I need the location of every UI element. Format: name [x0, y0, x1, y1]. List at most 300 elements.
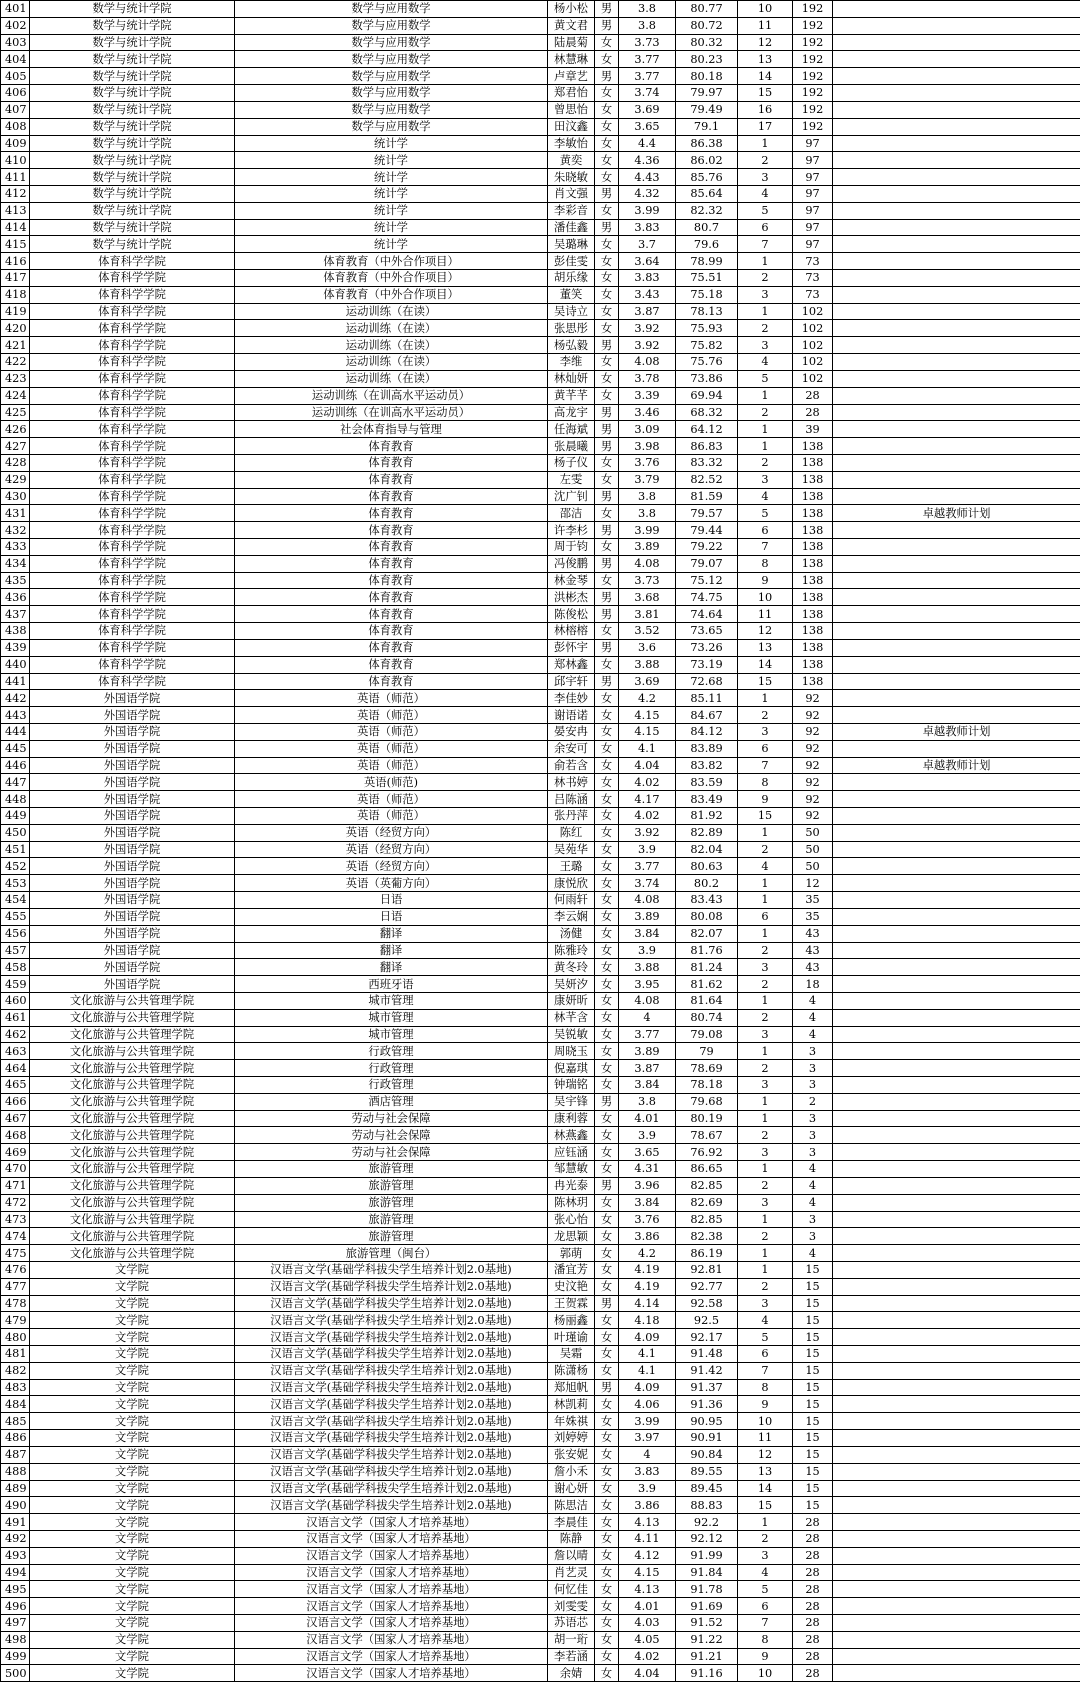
major-total-cell: 2: [793, 1093, 833, 1110]
major-cell: 汉语言文学(基础学科拔尖学生培养计划2.0基地): [235, 1312, 548, 1329]
student-name-cell: 黄文君: [548, 17, 595, 34]
major-total-cell: 192: [793, 101, 833, 118]
college-cell: 体育科学学院: [30, 438, 235, 455]
college-cell: 文学院: [30, 1413, 235, 1430]
score-cell: 86.38: [676, 135, 738, 152]
major-cell: 体育教育: [235, 656, 548, 673]
college-cell: 外国语学院: [30, 707, 235, 724]
gender-cell: 女: [595, 1581, 619, 1598]
remark-cell: 卓越教师计划: [833, 723, 1080, 740]
major-cell: 数学与应用数学: [235, 34, 548, 51]
table-row: [1, 85, 1080, 102]
gender-cell: 女: [595, 808, 619, 825]
college-cell: 体育科学学院: [30, 589, 235, 606]
major-cell: 运动训练（在读）: [235, 354, 548, 371]
major-cell: 社会体育指导与管理: [235, 421, 548, 438]
major-cell: 英语（师范）: [235, 707, 548, 724]
row-number-cell: 430: [1, 488, 30, 505]
rank-cell: 4: [738, 488, 793, 505]
major-cell: 汉语言文学（国家人才培养基地）: [235, 1564, 548, 1581]
major-cell: 旅游管理: [235, 1194, 548, 1211]
score-cell: 80.74: [676, 1009, 738, 1026]
remark-cell: [833, 1514, 1080, 1531]
gpa-cell: 3.69: [619, 101, 676, 118]
table-row: [1, 253, 1080, 270]
student-name-cell: 林凯莉: [548, 1396, 595, 1413]
college-cell: 体育科学学院: [30, 404, 235, 421]
gpa-cell: 3.46: [619, 404, 676, 421]
rank-cell: 4: [738, 1564, 793, 1581]
row-number-cell: 490: [1, 1497, 30, 1514]
score-cell: 88.83: [676, 1497, 738, 1514]
row-number-cell: 500: [1, 1665, 30, 1682]
remark-cell: [833, 471, 1080, 488]
gpa-cell: 4.08: [619, 354, 676, 371]
table-row: [1, 1396, 1080, 1413]
major-cell: 统计学: [235, 135, 548, 152]
score-cell: 91.22: [676, 1631, 738, 1648]
remark-cell: [833, 1413, 1080, 1430]
row-number-cell: 442: [1, 690, 30, 707]
gender-cell: 女: [595, 101, 619, 118]
gender-cell: 女: [595, 1144, 619, 1161]
student-name-cell: 谢语诺: [548, 707, 595, 724]
gender-cell: 女: [595, 740, 619, 757]
gpa-cell: 4.19: [619, 1278, 676, 1295]
college-cell: 数学与统计学院: [30, 118, 235, 135]
row-number-cell: 473: [1, 1211, 30, 1228]
major-cell: 翻译: [235, 942, 548, 959]
major-total-cell: 15: [793, 1430, 833, 1447]
gpa-cell: 4.1: [619, 740, 676, 757]
score-cell: 92.58: [676, 1295, 738, 1312]
gender-cell: 女: [595, 454, 619, 471]
row-number-cell: 441: [1, 673, 30, 690]
gender-cell: 男: [595, 488, 619, 505]
remark-cell: [833, 1379, 1080, 1396]
remark-cell: [833, 454, 1080, 471]
major-total-cell: 97: [793, 169, 833, 186]
gender-cell: 女: [595, 505, 619, 522]
rank-cell: 7: [738, 236, 793, 253]
major-cell: 劳动与社会保障: [235, 1127, 548, 1144]
remark-cell: [833, 1060, 1080, 1077]
gender-cell: 女: [595, 1631, 619, 1648]
gender-cell: 女: [595, 1547, 619, 1564]
major-total-cell: 138: [793, 438, 833, 455]
major-cell: 体育教育: [235, 673, 548, 690]
row-number-cell: 423: [1, 370, 30, 387]
table-row: [1, 1009, 1080, 1026]
student-name-cell: 黄芊芊: [548, 387, 595, 404]
college-cell: 数学与统计学院: [30, 51, 235, 68]
college-cell: 文化旅游与公共管理学院: [30, 1077, 235, 1094]
student-name-cell: 彭怀宇: [548, 639, 595, 656]
major-cell: 统计学: [235, 219, 548, 236]
gender-cell: 男: [595, 337, 619, 354]
remark-cell: [833, 438, 1080, 455]
student-name-cell: 余安可: [548, 740, 595, 757]
row-number-cell: 401: [1, 1, 30, 18]
gpa-cell: 4.05: [619, 1631, 676, 1648]
gender-cell: 男: [595, 421, 619, 438]
table-row: [1, 824, 1080, 841]
remark-cell: [833, 1144, 1080, 1161]
student-name-cell: 倪嘉琪: [548, 1060, 595, 1077]
gender-cell: 女: [595, 656, 619, 673]
table-row: [1, 152, 1080, 169]
score-cell: 89.45: [676, 1480, 738, 1497]
major-cell: 运动训练（在读）: [235, 320, 548, 337]
major-cell: 旅游管理（闽台）: [235, 1245, 548, 1262]
major-cell: 翻译: [235, 959, 548, 976]
major-total-cell: 3: [793, 1144, 833, 1161]
gpa-cell: 4.04: [619, 1665, 676, 1682]
row-number-cell: 428: [1, 454, 30, 471]
major-cell: 汉语言文学（国家人才培养基地）: [235, 1648, 548, 1665]
major-total-cell: 138: [793, 555, 833, 572]
college-cell: 文学院: [30, 1598, 235, 1615]
major-total-cell: 15: [793, 1362, 833, 1379]
major-cell: 旅游管理: [235, 1161, 548, 1178]
table-row: [1, 1362, 1080, 1379]
rank-cell: 4: [738, 858, 793, 875]
gpa-cell: 3.77: [619, 858, 676, 875]
gpa-cell: 3.92: [619, 337, 676, 354]
row-number-cell: 465: [1, 1077, 30, 1094]
major-cell: 汉语言文学(基础学科拔尖学生培养计划2.0基地): [235, 1497, 548, 1514]
gender-cell: 女: [595, 303, 619, 320]
remark-cell: [833, 118, 1080, 135]
remark-cell: [833, 942, 1080, 959]
table-row: [1, 1430, 1080, 1447]
rank-cell: 1: [738, 438, 793, 455]
rank-cell: 7: [738, 1362, 793, 1379]
major-cell: 体育教育: [235, 522, 548, 539]
rank-cell: 2: [738, 1127, 793, 1144]
gpa-cell: 3.64: [619, 253, 676, 270]
score-cell: 79.1: [676, 118, 738, 135]
score-cell: 89.55: [676, 1463, 738, 1480]
major-cell: 数学与应用数学: [235, 118, 548, 135]
remark-cell: [833, 740, 1080, 757]
score-cell: 82.38: [676, 1228, 738, 1245]
table-row: [1, 1177, 1080, 1194]
major-total-cell: 97: [793, 202, 833, 219]
major-total-cell: 15: [793, 1329, 833, 1346]
score-cell: 73.19: [676, 656, 738, 673]
gender-cell: 女: [595, 152, 619, 169]
major-total-cell: 43: [793, 942, 833, 959]
score-cell: 75.18: [676, 286, 738, 303]
major-cell: 运动训练（在训高水平运动员）: [235, 404, 548, 421]
remark-cell: [833, 185, 1080, 202]
college-cell: 体育科学学院: [30, 471, 235, 488]
table-row: [1, 1564, 1080, 1581]
remark-cell: [833, 539, 1080, 556]
table-row: [1, 522, 1080, 539]
student-name-cell: 陈俊松: [548, 606, 595, 623]
gpa-cell: 3.88: [619, 959, 676, 976]
gender-cell: 女: [595, 1026, 619, 1043]
row-number-cell: 434: [1, 555, 30, 572]
remark-cell: [833, 1177, 1080, 1194]
gpa-cell: 4.11: [619, 1530, 676, 1547]
gpa-cell: 3.9: [619, 942, 676, 959]
major-total-cell: 4: [793, 1026, 833, 1043]
gender-cell: 女: [595, 908, 619, 925]
major-total-cell: 3: [793, 1110, 833, 1127]
gender-cell: 男: [595, 1379, 619, 1396]
row-number-cell: 420: [1, 320, 30, 337]
rank-cell: 3: [738, 471, 793, 488]
remark-cell: [833, 1362, 1080, 1379]
remark-cell: [833, 320, 1080, 337]
row-number-cell: 418: [1, 286, 30, 303]
score-cell: 79.22: [676, 539, 738, 556]
major-cell: 西班牙语: [235, 976, 548, 993]
major-cell: 翻译: [235, 925, 548, 942]
college-cell: 文化旅游与公共管理学院: [30, 1043, 235, 1060]
score-cell: 74.75: [676, 589, 738, 606]
major-cell: 劳动与社会保障: [235, 1144, 548, 1161]
remark-cell: [833, 555, 1080, 572]
rank-cell: 12: [738, 34, 793, 51]
gpa-cell: 3.9: [619, 1480, 676, 1497]
major-total-cell: 28: [793, 1530, 833, 1547]
gender-cell: 女: [595, 320, 619, 337]
rank-cell: 14: [738, 1480, 793, 1497]
gpa-cell: 4.2: [619, 1245, 676, 1262]
rank-cell: 1: [738, 690, 793, 707]
major-cell: 运动训练（在读）: [235, 337, 548, 354]
score-cell: 92.2: [676, 1514, 738, 1531]
gender-cell: 女: [595, 1110, 619, 1127]
college-cell: 文学院: [30, 1346, 235, 1363]
student-name-cell: 卢章艺: [548, 68, 595, 85]
college-cell: 体育科学学院: [30, 606, 235, 623]
row-number-cell: 489: [1, 1480, 30, 1497]
major-total-cell: 138: [793, 623, 833, 640]
major-cell: 体育教育: [235, 539, 548, 556]
college-cell: 数学与统计学院: [30, 1, 235, 18]
major-total-cell: 3: [793, 1127, 833, 1144]
table-row: [1, 992, 1080, 1009]
major-total-cell: 35: [793, 892, 833, 909]
rank-cell: 2: [738, 454, 793, 471]
remark-cell: [833, 1463, 1080, 1480]
major-total-cell: 28: [793, 1514, 833, 1531]
college-cell: 外国语学院: [30, 976, 235, 993]
row-number-cell: 480: [1, 1329, 30, 1346]
major-total-cell: 4: [793, 992, 833, 1009]
gender-cell: 男: [595, 639, 619, 656]
student-name-cell: 李晨佳: [548, 1514, 595, 1531]
rank-cell: 4: [738, 185, 793, 202]
rank-cell: 7: [738, 1615, 793, 1632]
gender-cell: 女: [595, 370, 619, 387]
college-cell: 外国语学院: [30, 942, 235, 959]
major-cell: 英语（师范）: [235, 723, 548, 740]
major-cell: 英语（经贸方向）: [235, 841, 548, 858]
major-total-cell: 192: [793, 51, 833, 68]
student-name-cell: 林芊含: [548, 1009, 595, 1026]
student-name-cell: 谢心妍: [548, 1480, 595, 1497]
score-cell: 78.99: [676, 253, 738, 270]
table-row: [1, 1161, 1080, 1178]
rank-cell: 3: [738, 1295, 793, 1312]
rank-cell: 1: [738, 1245, 793, 1262]
row-number-cell: 435: [1, 572, 30, 589]
score-cell: 83.59: [676, 774, 738, 791]
gender-cell: 女: [595, 572, 619, 589]
college-cell: 外国语学院: [30, 908, 235, 925]
student-name-cell: 董笑: [548, 286, 595, 303]
table-row: [1, 488, 1080, 505]
major-cell: 体育教育: [235, 438, 548, 455]
score-cell: 86.19: [676, 1245, 738, 1262]
row-number-cell: 445: [1, 740, 30, 757]
gender-cell: 男: [595, 555, 619, 572]
gender-cell: 女: [595, 1463, 619, 1480]
gpa-cell: 3.89: [619, 908, 676, 925]
remark-cell: [833, 875, 1080, 892]
row-number-cell: 403: [1, 34, 30, 51]
table-row: [1, 202, 1080, 219]
score-cell: 84.67: [676, 707, 738, 724]
score-cell: 91.69: [676, 1598, 738, 1615]
major-total-cell: 15: [793, 1446, 833, 1463]
rank-cell: 1: [738, 135, 793, 152]
gpa-cell: 3.8: [619, 488, 676, 505]
college-cell: 文学院: [30, 1547, 235, 1564]
rank-cell: 3: [738, 1077, 793, 1094]
gpa-cell: 3.83: [619, 1463, 676, 1480]
gpa-cell: 3.87: [619, 303, 676, 320]
row-number-cell: 467: [1, 1110, 30, 1127]
student-name-cell: 邱宇轩: [548, 673, 595, 690]
row-number-cell: 462: [1, 1026, 30, 1043]
remark-cell: [833, 1261, 1080, 1278]
rank-cell: 9: [738, 572, 793, 589]
gpa-cell: 4.43: [619, 169, 676, 186]
major-cell: 统计学: [235, 152, 548, 169]
gpa-cell: 4.36: [619, 152, 676, 169]
table-row: [1, 1127, 1080, 1144]
college-cell: 文化旅游与公共管理学院: [30, 1177, 235, 1194]
rank-cell: 1: [738, 1211, 793, 1228]
row-number-cell: 493: [1, 1547, 30, 1564]
row-number-cell: 453: [1, 875, 30, 892]
rank-cell: 13: [738, 639, 793, 656]
score-cell: 73.26: [676, 639, 738, 656]
gpa-cell: 4.03: [619, 1615, 676, 1632]
college-cell: 文化旅游与公共管理学院: [30, 1110, 235, 1127]
rank-cell: 5: [738, 202, 793, 219]
gender-cell: 女: [595, 1497, 619, 1514]
table-row: [1, 875, 1080, 892]
gender-cell: 女: [595, 471, 619, 488]
rank-cell: 3: [738, 286, 793, 303]
major-total-cell: 192: [793, 68, 833, 85]
gender-cell: 女: [595, 707, 619, 724]
table-row: [1, 471, 1080, 488]
gpa-cell: 3.73: [619, 572, 676, 589]
gender-cell: 女: [595, 1060, 619, 1077]
gpa-cell: 3.69: [619, 673, 676, 690]
table-row: [1, 589, 1080, 606]
student-name-cell: 林慧琳: [548, 51, 595, 68]
remark-cell: [833, 858, 1080, 875]
major-cell: 体育教育: [235, 505, 548, 522]
score-cell: 83.32: [676, 454, 738, 471]
major-cell: 汉语言文学(基础学科拔尖学生培养计划2.0基地): [235, 1261, 548, 1278]
row-number-cell: 443: [1, 707, 30, 724]
major-cell: 酒店管理: [235, 1093, 548, 1110]
rank-cell: 2: [738, 841, 793, 858]
gender-cell: 女: [595, 1564, 619, 1581]
gpa-cell: 4.2: [619, 690, 676, 707]
score-cell: 82.85: [676, 1177, 738, 1194]
major-total-cell: 73: [793, 253, 833, 270]
rank-cell: 1: [738, 992, 793, 1009]
rank-cell: 11: [738, 1430, 793, 1447]
rank-cell: 1: [738, 1093, 793, 1110]
row-number-cell: 485: [1, 1413, 30, 1430]
score-cell: 92.81: [676, 1261, 738, 1278]
row-number-cell: 424: [1, 387, 30, 404]
table-row: [1, 169, 1080, 186]
student-name-cell: 吴诗立: [548, 303, 595, 320]
gender-cell: 女: [595, 1009, 619, 1026]
student-name-cell: 年姝祺: [548, 1413, 595, 1430]
student-name-cell: 许李杉: [548, 522, 595, 539]
row-number-cell: 494: [1, 1564, 30, 1581]
score-cell: 82.32: [676, 202, 738, 219]
score-cell: 91.48: [676, 1346, 738, 1363]
college-cell: 数学与统计学院: [30, 17, 235, 34]
major-total-cell: 138: [793, 539, 833, 556]
gpa-cell: 3.81: [619, 606, 676, 623]
gpa-cell: 4.02: [619, 1648, 676, 1665]
student-name-cell: 张心怡: [548, 1211, 595, 1228]
major-cell: 汉语言文学（国家人才培养基地）: [235, 1530, 548, 1547]
gender-cell: 女: [595, 202, 619, 219]
college-cell: 体育科学学院: [30, 320, 235, 337]
student-name-cell: 黄奕: [548, 152, 595, 169]
remark-cell: [833, 1161, 1080, 1178]
remark-cell: [833, 1547, 1080, 1564]
remark-cell: [833, 1043, 1080, 1060]
gender-cell: 女: [595, 1228, 619, 1245]
remark-cell: [833, 1530, 1080, 1547]
student-name-cell: 杨丽鑫: [548, 1312, 595, 1329]
college-cell: 文学院: [30, 1564, 235, 1581]
college-cell: 外国语学院: [30, 875, 235, 892]
remark-cell: [833, 286, 1080, 303]
major-total-cell: 92: [793, 791, 833, 808]
college-cell: 文化旅游与公共管理学院: [30, 1211, 235, 1228]
college-cell: 数学与统计学院: [30, 169, 235, 186]
major-total-cell: 15: [793, 1278, 833, 1295]
major-total-cell: 92: [793, 740, 833, 757]
major-cell: 体育教育: [235, 471, 548, 488]
gender-cell: 女: [595, 1077, 619, 1094]
row-number-cell: 433: [1, 539, 30, 556]
college-cell: 外国语学院: [30, 959, 235, 976]
row-number-cell: 436: [1, 589, 30, 606]
student-name-cell: 左雯: [548, 471, 595, 488]
